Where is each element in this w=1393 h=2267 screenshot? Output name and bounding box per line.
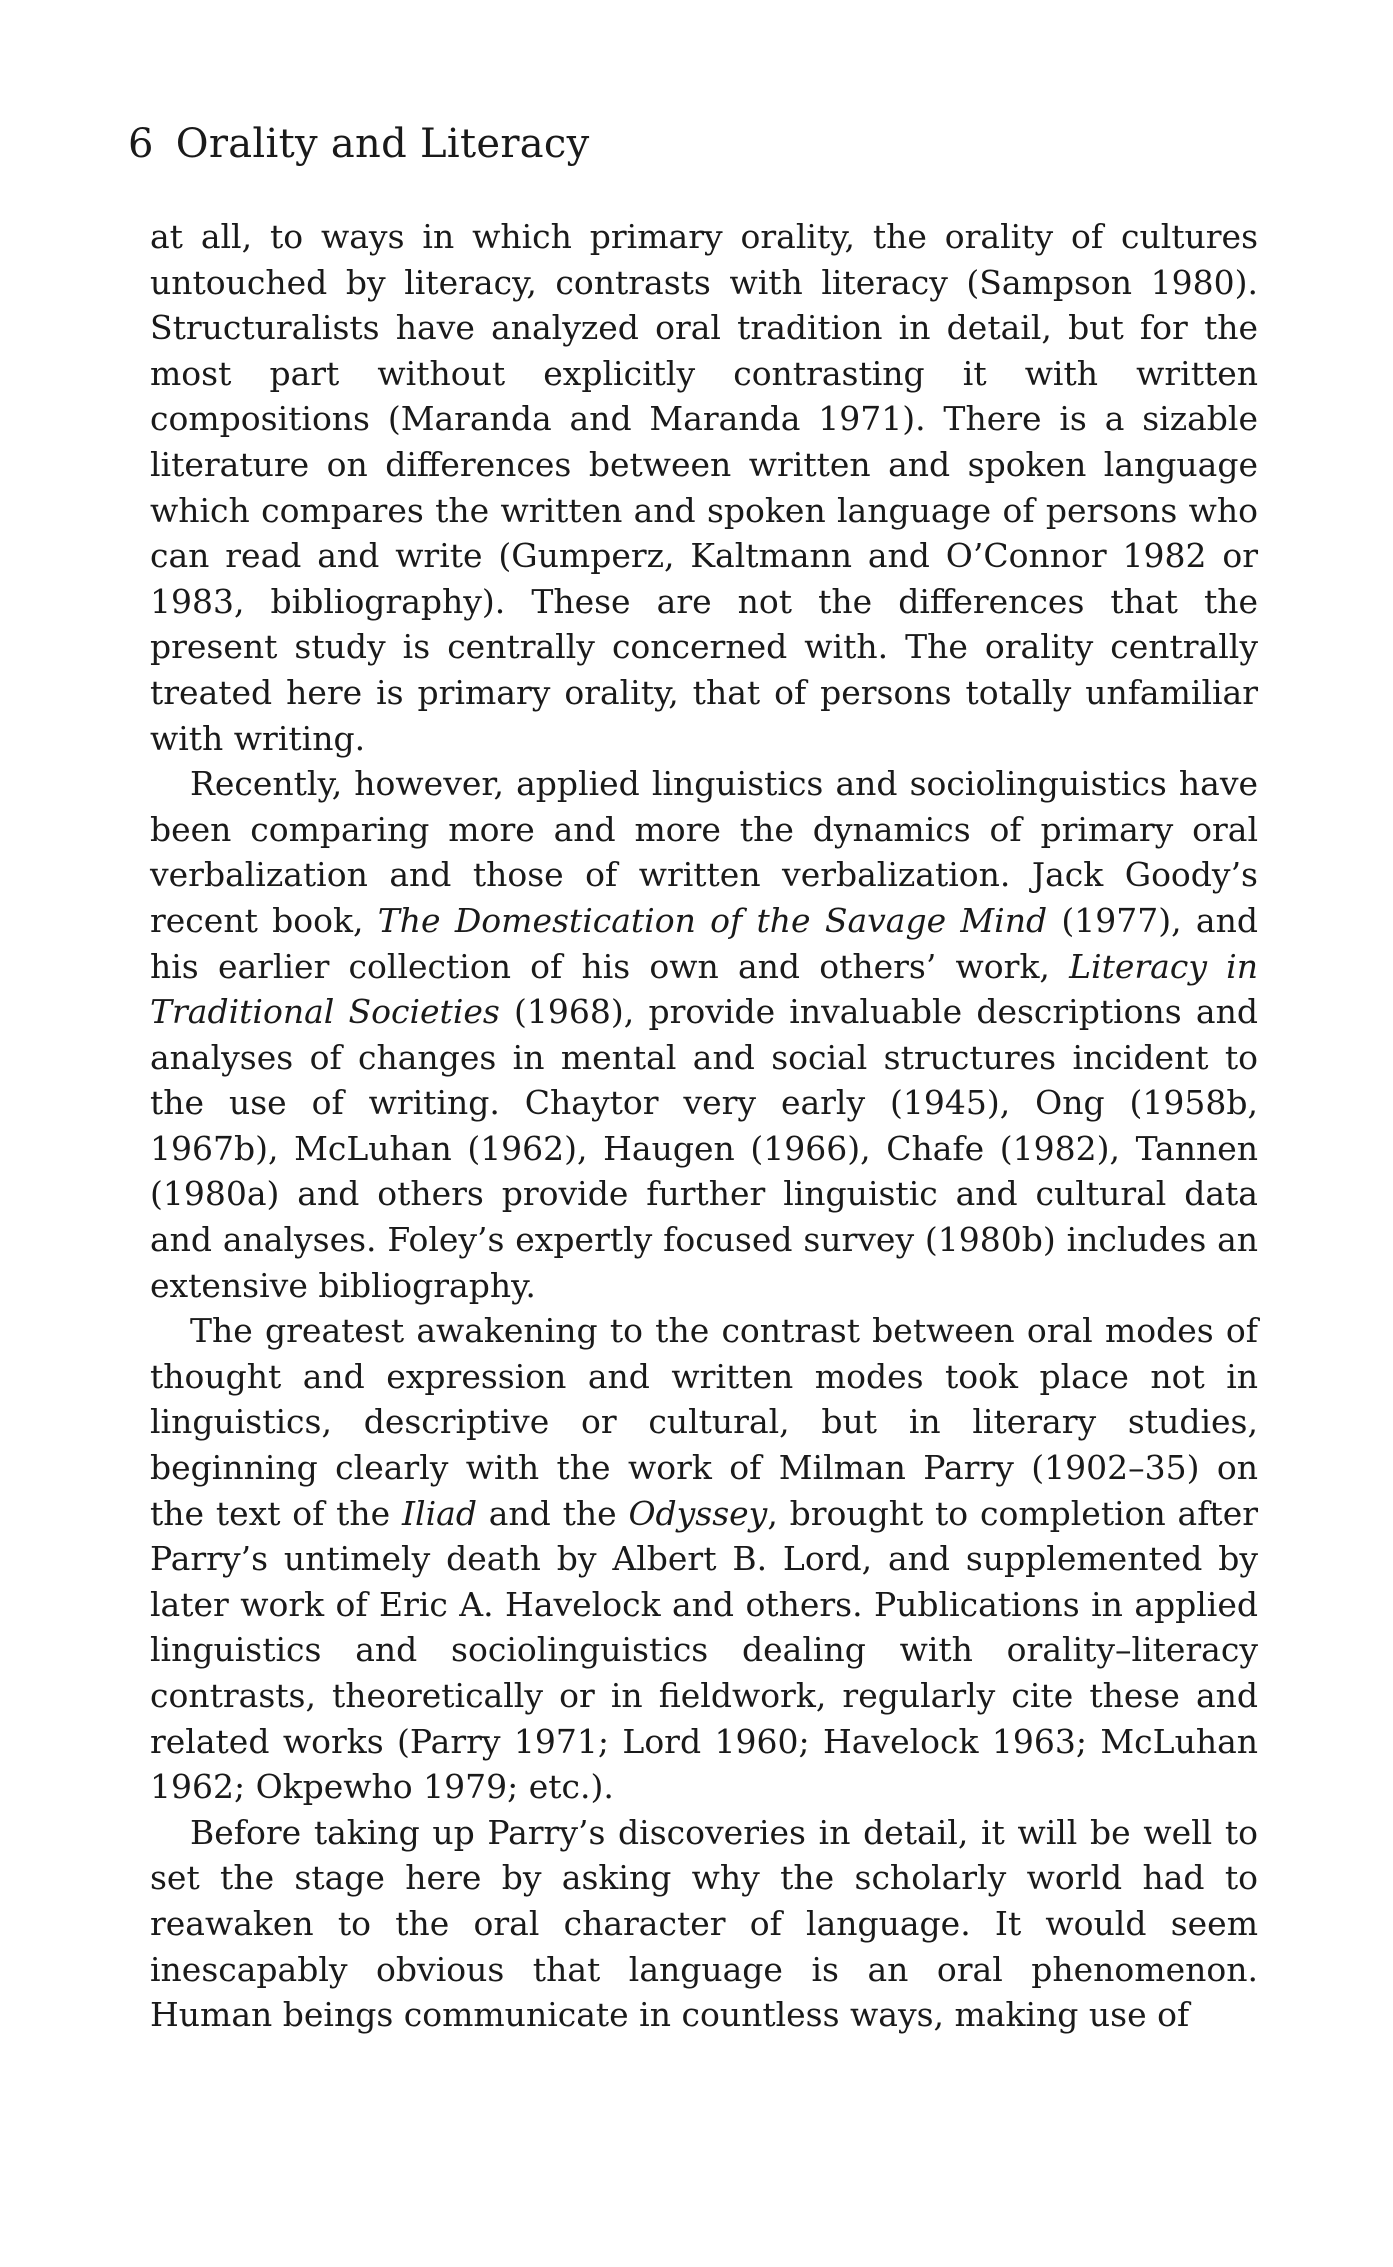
italic-title: Literacy in Traditional Societies [150,946,1258,1032]
text-run: , brought to completion after Parry’s untimely death by Albert B. Lord, and supplemented by later work of Eric A. Havelock and others. Publications in applied linguistics and sociolinguistics dealing with orality–literacy contrasts, theoretically or in fieldwork, regularly cite these and related works (Parry 1971; Lord 1960; Havelock 1963; McLuhan 1962; Okpewho 1979; etc.). [150,1493,1258,1807]
text-run: and the [476,1493,629,1533]
paragraph [150,1308,1258,1810]
text-run: at all, to ways in which primary orality, the orality of cultures untouched by literacy, contrasts with literacy (Sampson 1980). Structuralists have analyzed oral tradition in detail, but for the most part without explicitly contrasting it with written compositions (Maranda and Maranda 1971). There is a sizable literature on differences between written and spoken language which compares the written and spoken language of persons who can read and write (Gumperz, Kaltmann and O’Connor 1982 or 1983, bibliography). These are not the differences that the present study is centrally concerned with. The orality centrally treated here is primary orality, that of persons totally unfamiliar with writing. [150,217,1258,758]
italic-title: Odyssey [628,1493,768,1533]
italic-title: The Domestication of the Savage Mind [377,900,1048,940]
running-title: Orality and Literacy [175,121,590,167]
text-run: (1977), and his earlier collection of his own and others’ work, [150,900,1258,986]
paragraph [150,214,1258,761]
text-run: Before taking up Parry’s discoveries in detail, it will be well to set the stage here by asking why the scholarly world had to reawaken to the oral character of language. It would seem inescapably obvious that language is an oral phenomenon. Human beings communicate in countless ways, making use of [150,1812,1258,2035]
paragraph [150,1810,1258,2038]
paragraph [150,761,1258,1308]
text-run: (1968), provide invaluable descriptions and analyses of changes in mental and social structures incident to the use of writing. Chaytor very early (1945), Ong (1958b, 1967b), McLuhan (1962), Haugen (1966), Chafe (1982), Tannen (1980a) and others provide further linguistic and cultural data and analyses. Foley’s expertly focused survey (1980b) includes an extensive bibliography. [150,992,1258,1305]
running-head [128,118,589,170]
italic-title: Iliad [402,1493,477,1533]
text-run: The greatest awakening to the contrast between oral modes of thought and expression and written modes took place not in linguistics, descriptive or cultural, but in literary studies, beginning clearly with the work of Milman Parry (1902–35) on the text of the [150,1311,1258,1533]
page-number: 6 [128,121,154,167]
body-text [150,214,1258,2038]
text-run: Recently, however, applied linguistics and sociolinguistics have been comparing more and more the dynamics of primary oral verbalization and those of written verbalization. Jack Goody’s recent book, [150,764,1258,940]
